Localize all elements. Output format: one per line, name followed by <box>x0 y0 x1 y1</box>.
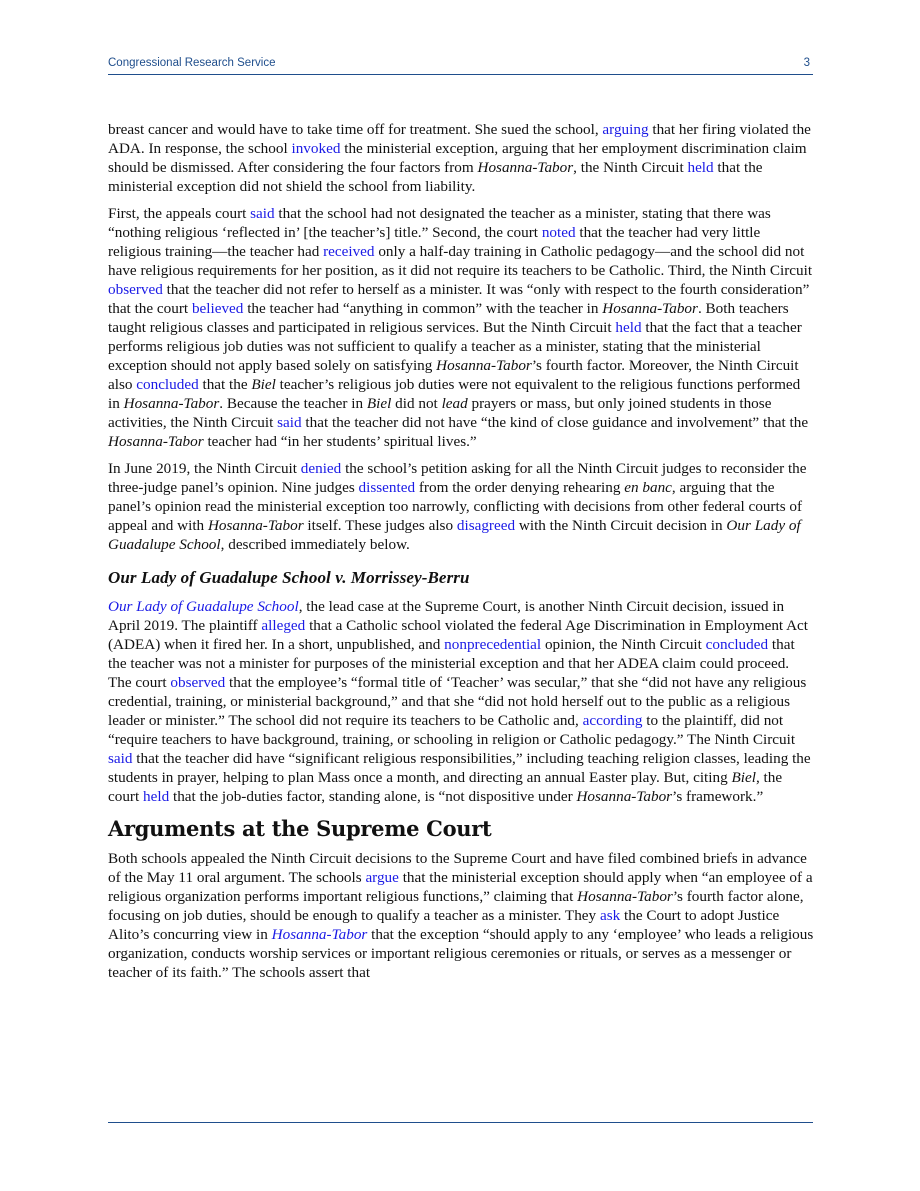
citation-link[interactable]: nonprecedential <box>444 636 542 653</box>
text: that the teacher had very little religious training—the teacher had <box>108 224 761 260</box>
paragraph <box>108 204 814 451</box>
citation-link[interactable]: Hosanna-Tabor <box>271 926 368 943</box>
text: the school’s petition asking for all the Ninth Circuit judges to reconsider the three-judge panel’s opinion. Nine judges <box>108 460 807 496</box>
text: the teacher had “anything in common” with the teacher in <box>243 300 603 317</box>
citation-link[interactable]: concluded <box>136 376 199 393</box>
citation-link[interactable]: said <box>250 205 275 222</box>
text: , the court <box>108 769 783 805</box>
text: that her firing violated the ADA. In response, the school <box>108 121 811 157</box>
text: ’s fourth factor. Moreover, the Ninth Circuit also <box>108 357 799 393</box>
document-body <box>108 120 814 990</box>
case-name: Hosanna-Tabor <box>207 517 304 534</box>
citation-link[interactable]: invoked <box>291 140 341 157</box>
citation-link[interactable]: arguing <box>602 121 649 138</box>
citation-link[interactable]: argue <box>365 869 399 886</box>
text: Both schools appealed the Ninth Circuit decisions to the Supreme Court and have filed combined briefs in advance of the May 11 oral argument. The schools <box>108 850 807 886</box>
text: breast cancer and would have to take time off for treatment. She sued the school, <box>108 121 603 138</box>
text: from the order denying rehearing <box>415 479 625 496</box>
paragraph <box>108 459 814 554</box>
text: . Because the teacher in <box>219 395 367 412</box>
text: that the teacher was not a minister for purposes of the ministerial exception and that her ADEA claim could proceed. The court <box>108 636 795 691</box>
case-name: Our Lady of Guadalupe School <box>108 517 801 553</box>
citation-link[interactable]: held <box>615 319 642 336</box>
text: teacher had “in her students’ spiritual lives.” <box>203 433 477 450</box>
text: itself. These judges also <box>303 517 457 534</box>
text: that a Catholic school violated the federal Age Discrimination in Employment Act (ADEA) when it fired her. In a short, unpublished, and <box>108 617 809 653</box>
section-heading: Arguments at the Supreme Court <box>108 816 492 841</box>
text: that the exception “should apply to any ‘employee’ who leads a religious organization, conducts worship services or important religious ceremonies or rituals, or serves as a messenger or teacher of its faith.” The schools assert that <box>108 926 814 981</box>
case-name: Hosanna-Tabor <box>436 357 532 374</box>
text: to the plaintiff, did not “require teachers to have background, training, or schooling in religion or Catholic pedagogy.” The Ninth Circuit <box>108 712 796 748</box>
text: that the teacher did not refer to herself as a minister. It was “only with respect to the fourth consideration” that the court <box>108 281 810 317</box>
text: ’s framework.” <box>672 788 764 805</box>
text: , arguing that the panel’s opinion read the ministerial exception too narrowly, conflicting with decisions from other federal courts of appeal and with <box>108 479 803 534</box>
text: prayers or mass, but only joined students in those activities, the Ninth Circuit <box>108 395 772 431</box>
citation-link[interactable]: according <box>582 712 643 729</box>
citation-link[interactable]: disagreed <box>456 517 516 534</box>
citation-link[interactable]: said <box>277 414 302 431</box>
page-number: 3 <box>803 57 810 69</box>
emphasis: lead <box>441 395 468 412</box>
text: . Both teachers taught religious classes and participated in religious services. But the Ninth Circuit <box>108 300 789 336</box>
text: that the employee’s “formal title of ‘Teacher’ was secular,” that she “did not have any religious credential, training, or ministerial background,” and that she “did not hold herself out to the public as a religious leader or minister.” The school did not require its teachers to be Catholic and, <box>108 674 807 729</box>
paragraph <box>108 849 814 982</box>
text: that the fact that a teacher performs religious job duties was not sufficient to qualify a teacher as a minister, stating that the ministerial exception should not apply based solely on satisfying <box>108 319 802 374</box>
text: that the teacher did have “significant religious responsibilities,” including teaching religion classes, leading the students in prayer, helping to plan Mass once a month, and directing an annual Easter play. But, citing <box>108 750 811 786</box>
case-name: Hosanna-Tabor <box>576 788 673 805</box>
citation-link[interactable]: concluded <box>705 636 769 653</box>
citation-link[interactable]: denied <box>300 460 342 477</box>
text: opinion, the Ninth Circuit <box>541 636 706 653</box>
citation-link[interactable]: observed <box>108 281 163 298</box>
case-name: Hosanna-Tabor <box>577 888 673 905</box>
citation-link[interactable]: noted <box>541 224 576 241</box>
text: only a half-day training in Catholic pedagogy—and the school did not have religious requirements for her position, as it did not require its teachers to be Catholic. Third, the Ninth Circuit <box>108 243 813 279</box>
citation-link[interactable]: received <box>323 243 375 260</box>
text: that the ministerial exception did not shield the school from liability. <box>108 159 763 195</box>
paragraph <box>108 597 814 806</box>
text: with the Ninth Circuit decision in <box>515 517 727 534</box>
text: that the <box>198 376 252 393</box>
text: First, the appeals court <box>108 205 251 222</box>
citation-link[interactable]: dissented <box>358 479 416 496</box>
citation-link[interactable]: held <box>687 159 714 176</box>
case-name: Biel <box>251 376 276 393</box>
text: the ministerial exception, arguing that her employment discrimination claim should be dismissed. After considering the four factors from <box>108 140 807 176</box>
text: , the Ninth Circuit <box>573 159 688 176</box>
text: , the lead case at the Supreme Court, is another Ninth Circuit decision, issued in April 2019. The plaintiff <box>108 598 785 634</box>
text: did not <box>391 395 442 412</box>
text: teacher’s religious job duties were not equivalent to the religious functions performed in <box>108 376 801 412</box>
subsection-heading: Our Lady of Guadalupe School v. Morrissey-Berru <box>108 568 470 587</box>
text: that the school had not designated the teacher as a minister, stating that there was “nothing religious ‘reflected in’ [the teacher’s] title.” Second, the court <box>108 205 771 241</box>
text: the Court to adopt Justice Alito’s concurring view in <box>108 907 780 943</box>
footer-rule <box>108 1122 813 1123</box>
text: that the teacher did not have “the kind of close guidance and involvement” that the <box>301 414 809 431</box>
citation-link[interactable]: alleged <box>261 617 306 634</box>
case-name: Hosanna-Tabor <box>602 300 698 317</box>
citation-link[interactable]: Our Lady of Guadalupe School <box>108 598 299 615</box>
running-header <box>108 56 813 75</box>
header-org: Congressional Research Service <box>108 57 276 69</box>
text: In June 2019, the Ninth Circuit <box>108 460 301 477</box>
case-name: Hosanna-Tabor <box>123 395 220 412</box>
text: that the job-duties factor, standing alone, is “not dispositive under <box>169 788 577 805</box>
paragraph <box>108 120 814 196</box>
case-name: Hosanna-Tabor <box>108 433 204 450</box>
text: , described immediately below. <box>220 536 410 553</box>
citation-link[interactable]: ask <box>599 907 621 924</box>
case-name: Biel <box>731 769 756 786</box>
emphasis: en banc <box>624 479 672 496</box>
citation-link[interactable]: observed <box>170 674 226 691</box>
case-name: Hosanna-Tabor <box>477 159 574 176</box>
citation-link[interactable]: believed <box>191 300 244 317</box>
citation-link[interactable]: held <box>143 788 170 805</box>
text: ’s fourth factor alone, focusing on job duties, should be enough to qualify a teacher as a minister. They <box>108 888 804 924</box>
citation-link[interactable]: said <box>108 750 133 767</box>
case-name: Biel <box>366 395 392 412</box>
text: that the ministerial exception should apply when “an employee of a religious organization performs important religious functions,” claiming that <box>108 869 813 905</box>
